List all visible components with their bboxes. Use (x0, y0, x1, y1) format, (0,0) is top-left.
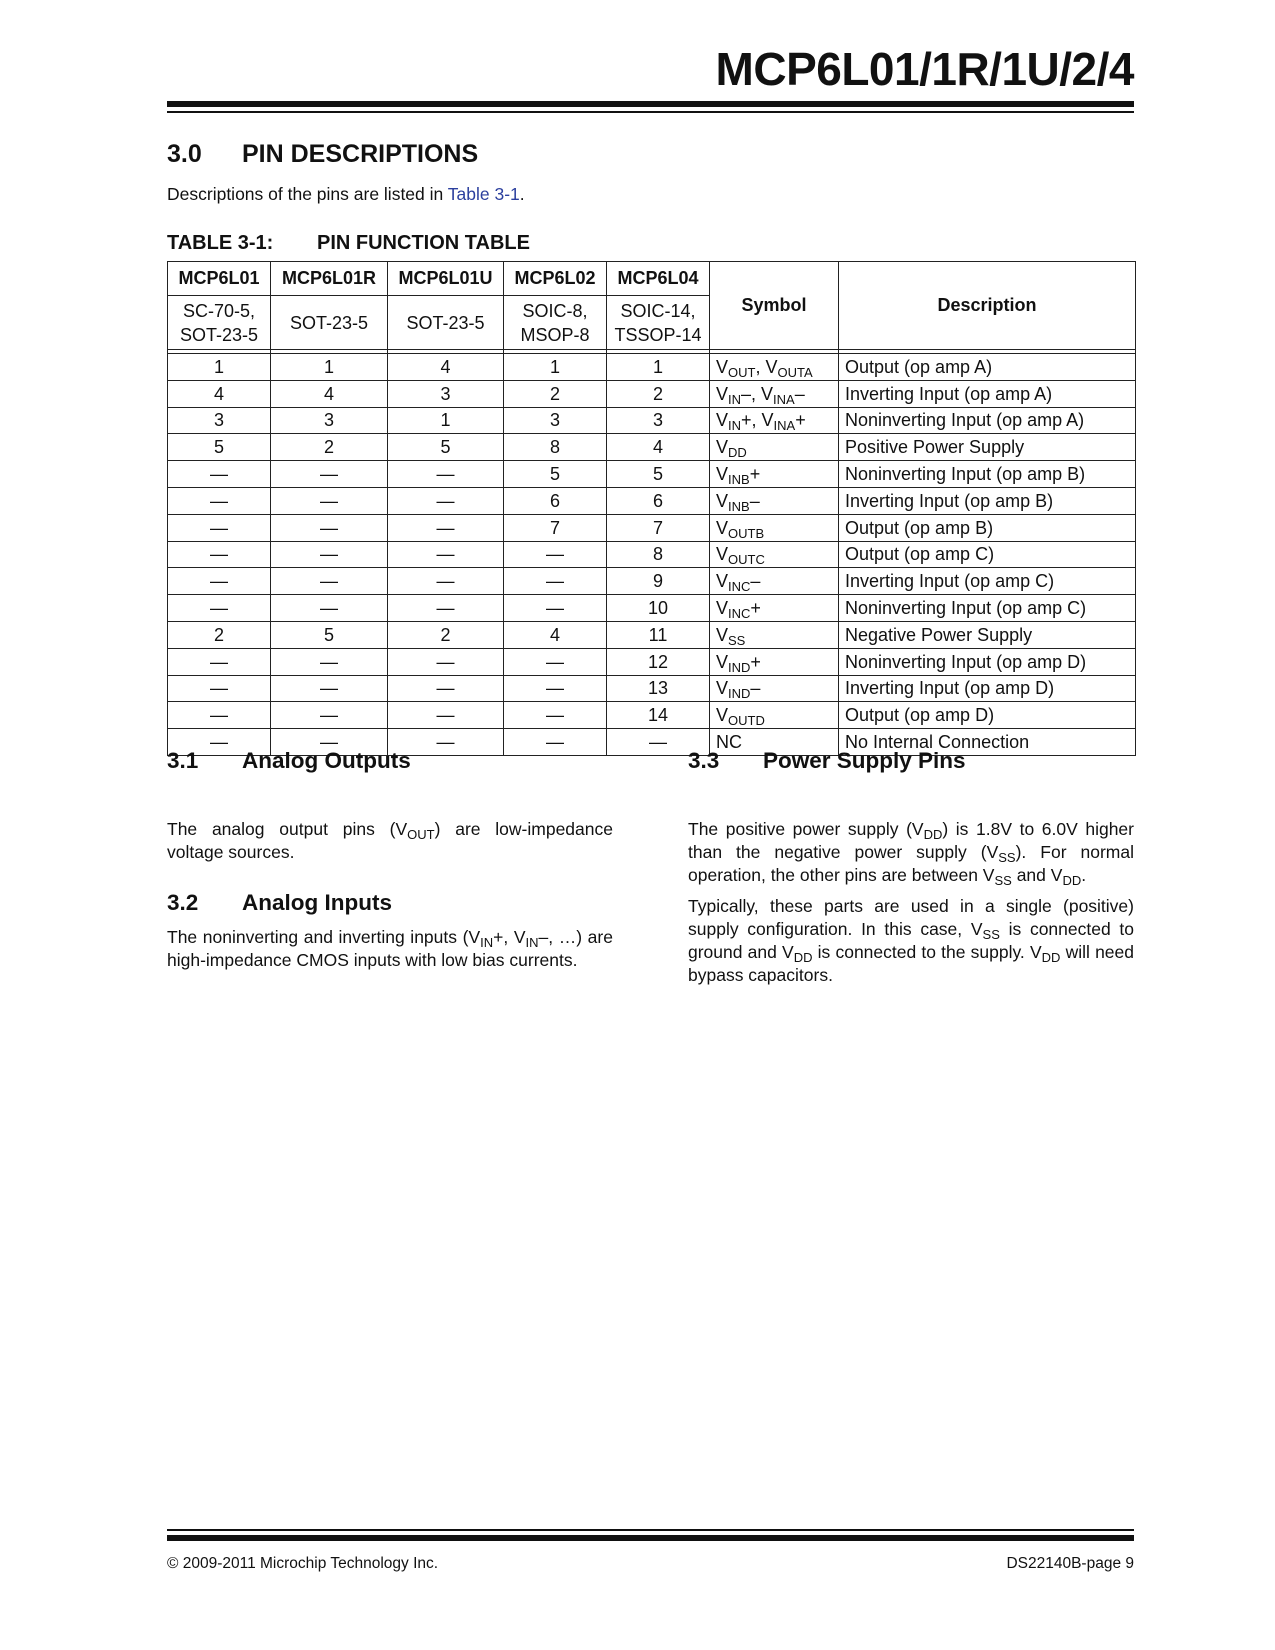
pin-number-cell: 6 (504, 487, 607, 514)
package-cell (168, 296, 271, 350)
package-cell (607, 296, 710, 350)
footer-rule-thick (167, 1535, 1134, 1541)
package-name: SC-70-5, (182, 300, 256, 321)
subscript: DD (728, 445, 747, 461)
pin-number-cell: — (504, 648, 607, 675)
description-cell: Output (op amp C) (839, 541, 1136, 568)
subscript: IN (480, 935, 494, 950)
table-row (168, 648, 1136, 675)
footer-page-number: DS22140B-page 9 (1006, 1555, 1134, 1572)
pin-number-cell: — (388, 461, 504, 488)
description-cell: Inverting Input (op amp C) (839, 568, 1136, 595)
header-mcp6l01: MCP6L01 (168, 262, 271, 296)
pin-number-cell: — (168, 648, 271, 675)
symbol-cell: $V_{OUTD}$ (710, 702, 839, 729)
description-cell: No Internal Connection (839, 729, 1136, 756)
subscript: INB (728, 472, 750, 488)
pin-number-cell: — (168, 487, 271, 514)
subscript: DD (923, 827, 943, 842)
pin-number-cell: 13 (607, 675, 710, 702)
package-cell (504, 296, 607, 350)
footer-rule-thin (167, 1529, 1134, 1531)
pin-number-cell: 11 (607, 621, 710, 648)
package-name: TSSOP-14 (614, 324, 702, 345)
pin-number-cell: 8 (504, 434, 607, 461)
table-row (168, 487, 1136, 514)
pin-number-cell: 1 (504, 354, 607, 381)
pin-number-cell: — (388, 595, 504, 622)
section-title: Analog Outputs (242, 748, 411, 773)
subscript: INA (773, 418, 796, 434)
pin-number-cell: — (168, 541, 271, 568)
subscript: INC (728, 579, 751, 595)
pin-number-cell: — (607, 729, 710, 756)
pin-number-cell: 9 (607, 568, 710, 595)
subscript: IN (728, 391, 742, 407)
pin-number-cell: 1 (388, 407, 504, 434)
pin-number-cell: 3 (504, 407, 607, 434)
header-mcp6l01u: MCP6L01U (388, 262, 504, 296)
pin-number-cell: 4 (271, 380, 388, 407)
section-title: Power Supply Pins (763, 748, 966, 773)
pin-number-cell: 3 (607, 407, 710, 434)
pin-number-cell: — (388, 568, 504, 595)
table-caption-title: PIN FUNCTION TABLE (317, 232, 530, 254)
pin-number-cell: — (168, 514, 271, 541)
table-caption (167, 232, 530, 255)
pin-number-cell: — (271, 648, 388, 675)
table-row (168, 461, 1136, 488)
pin-number-cell: — (168, 729, 271, 756)
pin-number-cell: 4 (388, 354, 504, 381)
pin-number-cell: 1 (607, 354, 710, 381)
description-cell: Inverting Input (op amp D) (839, 675, 1136, 702)
document-title: MCP6L01/1R/1U/2/4 (715, 43, 1134, 95)
pin-number-cell: — (271, 729, 388, 756)
analog-outputs-paragraph: The analog output pins $(V_{OUT})$ are low-impedance voltage sources. (167, 819, 613, 862)
symbol-cell: $V_{INB}+$ (710, 461, 839, 488)
pin-number-cell: 4 (607, 434, 710, 461)
description-cell: Output (op amp D) (839, 702, 1136, 729)
pin-number-cell: — (504, 541, 607, 568)
pin-number-cell: — (168, 568, 271, 595)
footer-copyright: © 2009-2011 Microchip Technology Inc. (167, 1555, 439, 1572)
package-cell (388, 296, 504, 350)
subscript: SS (728, 632, 746, 648)
pin-number-cell: 2 (271, 434, 388, 461)
section-heading-3-3 (688, 748, 966, 774)
pin-number-cell: — (271, 487, 388, 514)
pin-number-cell: 1 (271, 354, 388, 381)
header-description: Description (839, 262, 1136, 350)
header-mcp6l04: MCP6L04 (607, 262, 710, 296)
pin-number-cell: — (271, 461, 388, 488)
subscript: OUT (407, 827, 435, 842)
pin-number-cell: 3 (271, 407, 388, 434)
description-cell: Output (op amp A) (839, 354, 1136, 381)
pin-number-cell: — (168, 702, 271, 729)
pin-function-table (167, 261, 1136, 756)
pin-number-cell: 14 (607, 702, 710, 729)
symbol-cell: $V_{SS}$ (710, 621, 839, 648)
pin-number-cell: 5 (607, 461, 710, 488)
pin-number-cell: — (271, 702, 388, 729)
package-name: SOT-23-5 (406, 312, 485, 333)
table-row (168, 541, 1136, 568)
subscript: OUTB (728, 525, 765, 541)
section-number: 3.3 (688, 748, 720, 773)
symbol-cell: $V_{IND}-$ (710, 675, 839, 702)
pin-number-cell: — (168, 595, 271, 622)
pin-number-cell: — (271, 541, 388, 568)
pin-number-cell: 8 (607, 541, 710, 568)
header-mcp6l02: MCP6L02 (504, 262, 607, 296)
pin-number-cell: — (504, 702, 607, 729)
section-title: Analog Inputs (242, 890, 392, 915)
section-heading-3-2 (167, 890, 392, 916)
subscript: SS (994, 873, 1012, 888)
pin-number-cell: 1 (168, 354, 271, 381)
header-symbol: Symbol (710, 262, 839, 350)
subscript: INC (728, 606, 751, 622)
pin-number-cell: — (388, 648, 504, 675)
symbol-cell: $V_{OUT}$, $V_{OUTA}$ (710, 354, 839, 381)
table-body (168, 354, 1136, 756)
description-cell: Inverting Input (op amp A) (839, 380, 1136, 407)
subscript: IND (728, 659, 751, 675)
pin-number-cell: — (504, 568, 607, 595)
intro-text: Descriptions of the pins are listed in (167, 184, 448, 204)
description-cell: Noninverting Input (op amp A) (839, 407, 1136, 434)
pin-number-cell: 5 (388, 434, 504, 461)
section-number: 3.1 (167, 748, 199, 773)
description-cell: Noninverting Input (op amp D) (839, 648, 1136, 675)
description-cell: Inverting Input (op amp B) (839, 487, 1136, 514)
pin-number-cell: — (388, 729, 504, 756)
table-header-row (168, 262, 1136, 296)
package-name: SOT-23-5 (289, 312, 369, 333)
pin-number-cell: 7 (504, 514, 607, 541)
table-row (168, 702, 1136, 729)
pin-number-cell: 4 (504, 621, 607, 648)
package-name: MSOP-8 (520, 324, 590, 345)
pin-number-cell: — (388, 675, 504, 702)
subscript: DD (793, 950, 813, 965)
pin-number-cell: — (388, 514, 504, 541)
symbol-cell: $V_{IN}+$, $V_{INA}+$ (710, 407, 839, 434)
pin-number-cell: — (388, 541, 504, 568)
pin-number-cell: 5 (504, 461, 607, 488)
section-number: 3.2 (167, 890, 199, 915)
header-mcp6l01r: MCP6L01R (271, 262, 388, 296)
subscript: OUT (728, 364, 756, 380)
section-title: PIN DESCRIPTIONS (242, 140, 479, 168)
pin-number-cell: — (388, 487, 504, 514)
subscript: INB (728, 498, 750, 514)
analog-inputs-paragraph: The noninverting and inverting inputs ($V_{IN}+$, $V_{IN}-$, …) are high-impedance CMOS inputs with low bias currents. (167, 927, 613, 970)
package-name: SOT-23-5 (179, 324, 259, 345)
package-cell (271, 296, 388, 350)
power-supply-paragraph-1: The positive power supply $(V_{DD})$ is 1.8V to 6.0V higher than the negative power supply $(V_{SS})$. For normal operation, the other pins are between $V_{SS}$ and $V_{DD}$. (688, 819, 1134, 888)
subscript: IND (728, 686, 751, 702)
package-name: SOIC-14, (620, 300, 696, 321)
description-cell: Noninverting Input (op amp C) (839, 595, 1136, 622)
pin-number-cell: — (271, 595, 388, 622)
section-heading-3-1 (167, 748, 411, 774)
pin-number-cell: 2 (607, 380, 710, 407)
symbol-cell: $V_{INC}+$ (710, 595, 839, 622)
table-row (168, 514, 1136, 541)
subscript: INA (773, 391, 795, 407)
pin-number-cell: — (504, 729, 607, 756)
intro-paragraph (167, 184, 525, 205)
subscript: SS (998, 850, 1016, 865)
subscript: DD (1062, 873, 1082, 888)
table-row (168, 595, 1136, 622)
subscript: SS (982, 927, 1000, 942)
table-3-1-link[interactable]: Table 3-1 (447, 184, 520, 204)
pin-number-cell: — (388, 702, 504, 729)
symbol-cell: $V_{IN}-$, $V_{INA}-$ (710, 380, 839, 407)
pin-number-cell: 3 (388, 380, 504, 407)
pin-number-cell: 7 (607, 514, 710, 541)
symbol-cell: $V_{INC}-$ (710, 568, 839, 595)
header-rule-thin (167, 111, 1134, 113)
description-cell: Negative Power Supply (839, 621, 1136, 648)
pin-number-cell: 2 (168, 621, 271, 648)
subscript: DD (1041, 950, 1061, 965)
subscript: OUTA (777, 364, 813, 380)
pin-number-cell: — (168, 461, 271, 488)
table-row (168, 354, 1136, 381)
symbol-cell: NC (710, 729, 839, 756)
subscript: IN (728, 418, 742, 434)
pin-number-cell: 6 (607, 487, 710, 514)
symbol-cell: $V_{OUTC}$ (710, 541, 839, 568)
subscript: OUTC (728, 552, 765, 568)
pin-number-cell: 5 (168, 434, 271, 461)
description-cell: Noninverting Input (op amp B) (839, 461, 1136, 488)
power-supply-paragraph-2: Typically, these parts are used in a single (positive) supply configuration. In this case, $V_{SS}$ is connected to ground and $V_{DD}$ is connected to the supply. $V_{DD}$ will need bypass capacitors. (688, 896, 1135, 985)
header-rule-thick (167, 101, 1134, 107)
pin-number-cell: 2 (388, 621, 504, 648)
pin-number-cell: 12 (607, 648, 710, 675)
package-name: SOIC-8, (522, 300, 588, 321)
table-row (168, 568, 1136, 595)
table-row (168, 434, 1136, 461)
pin-number-cell: 4 (168, 380, 271, 407)
table-row (168, 675, 1136, 702)
table-row (168, 621, 1136, 648)
pin-number-cell: — (504, 675, 607, 702)
symbol-cell: $V_{INB}-$ (710, 487, 839, 514)
pin-number-cell: 3 (168, 407, 271, 434)
pin-number-cell: 10 (607, 595, 710, 622)
section-heading-3-0 (167, 140, 478, 169)
table-caption-number: TABLE 3-1: (167, 232, 274, 254)
section-number: 3.0 (167, 140, 202, 168)
description-cell: Output (op amp B) (839, 514, 1136, 541)
symbol-cell: $V_{IND}+$ (710, 648, 839, 675)
pin-number-cell: — (271, 675, 388, 702)
description-cell: Positive Power Supply (839, 434, 1136, 461)
pin-number-cell: — (271, 514, 388, 541)
pin-number-cell: 5 (271, 621, 388, 648)
pin-number-cell: — (271, 568, 388, 595)
table-row (168, 407, 1136, 434)
symbol-cell: $V_{OUTB}$ (710, 514, 839, 541)
pin-number-cell: — (504, 595, 607, 622)
table-row (168, 380, 1136, 407)
subscript: OUTD (728, 713, 765, 729)
pin-number-cell: 2 (504, 380, 607, 407)
symbol-cell: $V_{DD}$ (710, 434, 839, 461)
pin-number-cell: — (168, 675, 271, 702)
subscript: IN (525, 935, 539, 950)
intro-end: . (519, 184, 525, 204)
